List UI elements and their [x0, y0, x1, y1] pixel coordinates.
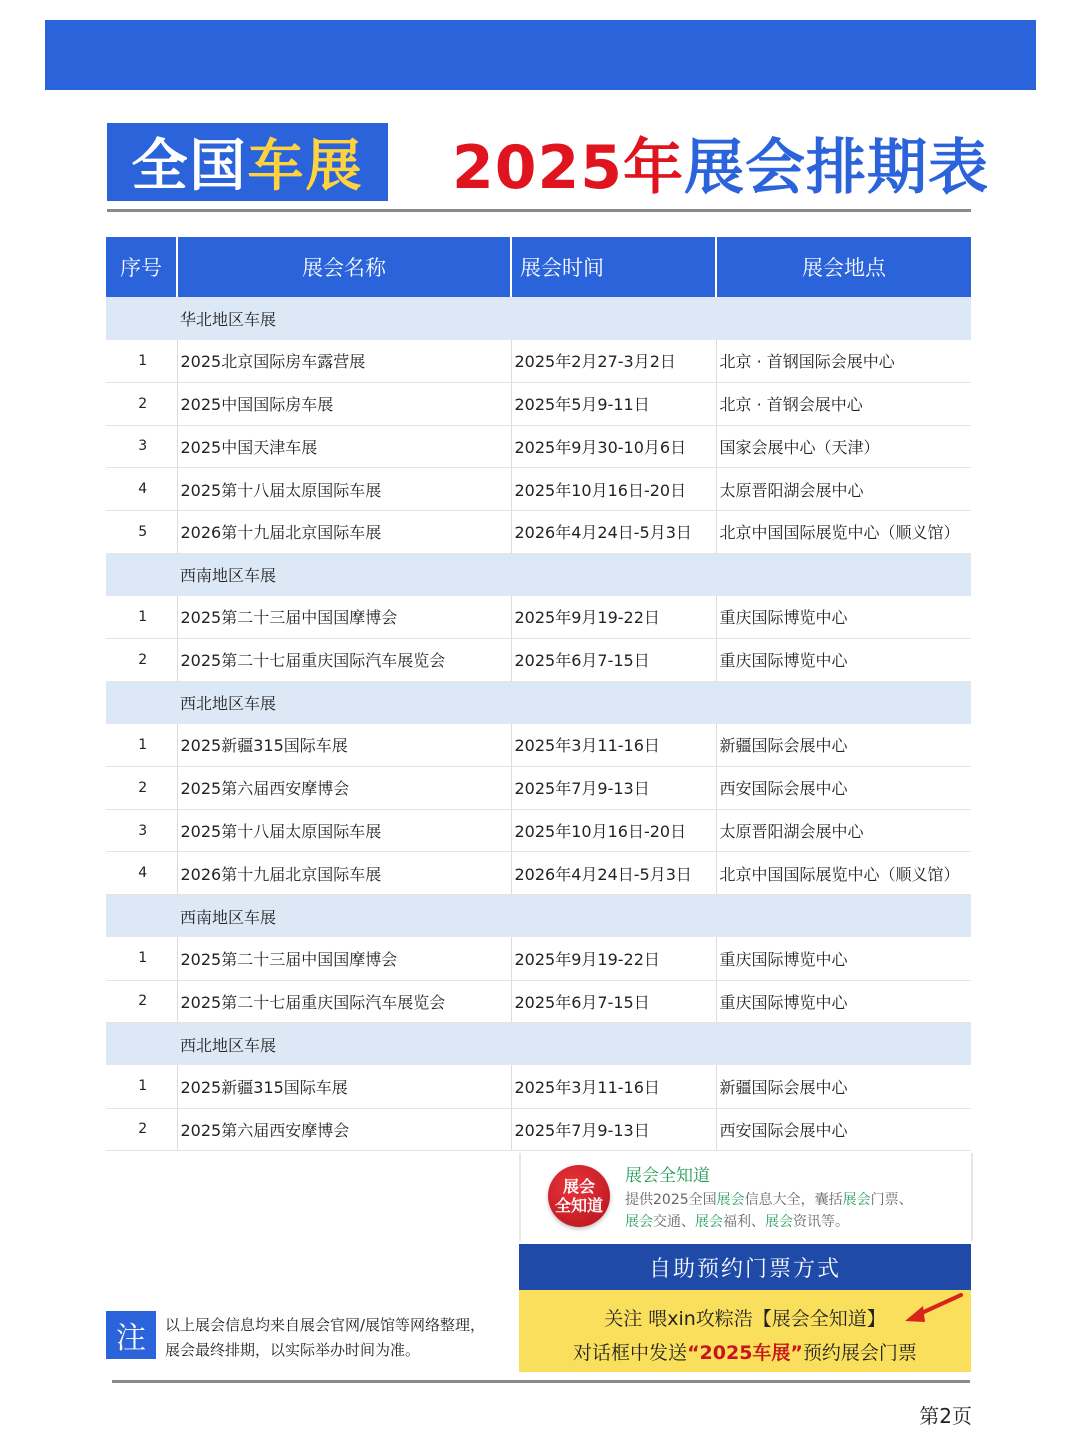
brand-text-white: 全国 [131, 134, 248, 199]
table-row [106, 596, 971, 639]
cell-time: 2025年6月7-15日 [511, 639, 716, 682]
cell-name: 2025第二十三届中国国摩博会 [177, 596, 511, 639]
column-header-place: 展会地点 [716, 237, 971, 297]
brand-text-yellow: 车展 [247, 134, 364, 199]
cell-time: 2025年7月9-13日 [511, 1108, 716, 1151]
cell-place: 国家会展中心（天津） [716, 425, 971, 468]
promo-logo-line2: 全知道 [554, 1196, 603, 1215]
cell-time: 2025年9月30-10月6日 [511, 425, 716, 468]
page-number: 第2页 [919, 1404, 972, 1428]
cell-time: 2025年9月19-22日 [511, 596, 716, 639]
note-line-2: 展会最终排期，以实际举办时间为准。 [165, 1341, 421, 1359]
region-row [106, 895, 971, 938]
table-row [106, 468, 971, 511]
cell-name: 2025新疆315国际车展 [177, 724, 511, 767]
cell-no: 2 [106, 382, 177, 425]
cell-place: 西安国际会展中心 [716, 767, 971, 810]
table-row [106, 809, 971, 852]
cell-no: 2 [106, 1108, 177, 1151]
table-row [106, 382, 971, 425]
promo-card [519, 1153, 973, 1241]
cell-place: 重庆国际博览中心 [716, 596, 971, 639]
title-divider [107, 209, 971, 212]
note-line-1: 以上展会信息均来自展会官网/展馆等网络整理， [165, 1316, 486, 1334]
promo-desc-part: 交通、 [653, 1214, 695, 1230]
cell-time: 2025年3月11-16日 [511, 724, 716, 767]
promo-desc-part: 门票、 [870, 1192, 913, 1208]
region-label: 西南地区车展 [177, 895, 971, 938]
cell-place: 新疆国际会展中心 [716, 1065, 971, 1108]
promo-desc-highlight: 展会 [625, 1214, 653, 1230]
cell-name: 2025第六届西安摩博会 [177, 1108, 511, 1151]
promo-desc-highlight: 展会 [842, 1192, 871, 1208]
cell-no: 3 [106, 425, 177, 468]
cell-place: 太原晋阳湖会展中心 [716, 809, 971, 852]
table-row [106, 1108, 971, 1151]
cell-name: 2025中国国际房车展 [177, 382, 511, 425]
cell-name: 2026第十九届北京国际车展 [177, 510, 511, 553]
cell-name: 2025新疆315国际车展 [177, 1065, 511, 1108]
cell-name: 2025第二十七届重庆国际汽车展览会 [177, 639, 511, 682]
region-row [106, 553, 971, 596]
pointer-arrow-icon [901, 1292, 963, 1326]
promo-logo-line1: 展会 [562, 1177, 595, 1196]
title-year: 2025年 [452, 133, 684, 203]
region-spacer [106, 297, 177, 340]
cell-place: 太原晋阳湖会展中心 [716, 468, 971, 511]
cell-no: 1 [106, 937, 177, 980]
region-label: 西北地区车展 [177, 681, 971, 724]
cell-time: 2026年4月24日-5月3日 [511, 852, 716, 895]
column-header-name: 展会名称 [177, 237, 511, 297]
booking-keyword: “2025车展” [687, 1342, 803, 1364]
booking-line-2-suffix: 预约展会门票 [802, 1342, 917, 1364]
schedule-table [106, 237, 971, 1151]
cell-time: 2025年10月16日-20日 [511, 468, 716, 511]
cell-time: 2025年2月27-3月2日 [511, 340, 716, 383]
cell-place: 重庆国际博览中心 [716, 980, 971, 1023]
table-row [106, 1065, 971, 1108]
cell-place: 北京 · 首钢国际会展中心 [716, 340, 971, 383]
booking-header: 自助预约门票方式 [519, 1244, 971, 1290]
cell-place: 西安国际会展中心 [716, 1108, 971, 1151]
column-header-no: 序号 [106, 237, 177, 297]
table-row [106, 425, 971, 468]
cell-time: 2025年6月7-15日 [511, 980, 716, 1023]
cell-place: 新疆国际会展中心 [716, 724, 971, 767]
cell-no: 4 [106, 852, 177, 895]
cell-name: 2025中国天津车展 [177, 425, 511, 468]
promo-desc-part: 资讯等。 [793, 1214, 849, 1230]
table-row [106, 639, 971, 682]
cell-no: 2 [106, 980, 177, 1023]
cell-time: 2025年10月16日-20日 [511, 809, 716, 852]
promo-desc-part: 提供2025全国 [625, 1192, 717, 1208]
region-row [106, 1023, 971, 1066]
promo-desc-highlight: 展会 [695, 1214, 723, 1230]
region-label: 西南地区车展 [177, 553, 971, 596]
note-badge: 注 [106, 1311, 156, 1359]
region-spacer [106, 895, 177, 938]
region-spacer [106, 1023, 177, 1066]
cell-name: 2025第十八届太原国际车展 [177, 809, 511, 852]
top-banner [45, 20, 1036, 90]
cell-name: 2025第六届西安摩博会 [177, 767, 511, 810]
cell-place: 重庆国际博览中心 [716, 639, 971, 682]
cell-name: 2025第二十三届中国国摩博会 [177, 937, 511, 980]
cell-time: 2025年3月11-16日 [511, 1065, 716, 1108]
table-header-row [106, 237, 971, 297]
table-row [106, 510, 971, 553]
cell-time: 2025年7月9-13日 [511, 767, 716, 810]
cell-place: 北京 · 首钢会展中心 [716, 382, 971, 425]
region-label: 西北地区车展 [177, 1023, 971, 1066]
table-body [106, 297, 971, 1151]
table-row [106, 340, 971, 383]
promo-desc-highlight: 展会 [716, 1192, 745, 1208]
booking-line-2-prefix: 对话框中发送 [573, 1342, 688, 1364]
bottom-divider [112, 1380, 970, 1383]
booking-line-2 [519, 1338, 971, 1365]
cell-no: 2 [106, 767, 177, 810]
cell-place: 重庆国际博览中心 [716, 937, 971, 980]
cell-time: 2026年4月24日-5月3日 [511, 510, 716, 553]
cell-no: 1 [106, 1065, 177, 1108]
cell-name: 2025第十八届太原国际车展 [177, 468, 511, 511]
cell-no: 1 [106, 596, 177, 639]
table-row [106, 724, 971, 767]
cell-no: 1 [106, 340, 177, 383]
booking-instructions [519, 1290, 971, 1372]
cell-name: 2026第十九届北京国际车展 [177, 852, 511, 895]
region-label: 华北地区车展 [177, 297, 971, 340]
promo-desc-part: 福利、 [723, 1214, 765, 1230]
cell-no: 4 [106, 468, 177, 511]
table-row [106, 937, 971, 980]
region-spacer [106, 681, 177, 724]
cell-place: 北京中国国际展览中心（顺义馆） [716, 852, 971, 895]
promo-desc-highlight: 展会 [765, 1214, 793, 1230]
promo-description [625, 1189, 925, 1233]
table-row [106, 980, 971, 1023]
page-title [452, 124, 989, 202]
brand-badge [107, 123, 388, 201]
promo-logo [548, 1165, 610, 1227]
cell-time: 2025年5月9-11日 [511, 382, 716, 425]
cell-no: 3 [106, 809, 177, 852]
column-header-time: 展会时间 [511, 237, 716, 297]
cell-time: 2025年9月19-22日 [511, 937, 716, 980]
cell-place: 北京中国国际展览中心（顺义馆） [716, 510, 971, 553]
table-row [106, 767, 971, 810]
cell-name: 2025北京国际房车露营展 [177, 340, 511, 383]
cell-name: 2025第二十七届重庆国际汽车展览会 [177, 980, 511, 1023]
booking-line-1: 关注 喂xin攻粽浩【展会全知道】 [604, 1308, 886, 1330]
table-row [106, 852, 971, 895]
promo-title: 展会全知道 [625, 1166, 710, 1186]
region-row [106, 681, 971, 724]
title-text: 展会排期表 [684, 133, 989, 203]
note-text [165, 1313, 515, 1363]
cell-no: 1 [106, 724, 177, 767]
cell-no: 5 [106, 510, 177, 553]
region-row [106, 297, 971, 340]
promo-desc-part: 信息大全，囊括 [744, 1192, 843, 1208]
cell-no: 2 [106, 639, 177, 682]
region-spacer [106, 553, 177, 596]
